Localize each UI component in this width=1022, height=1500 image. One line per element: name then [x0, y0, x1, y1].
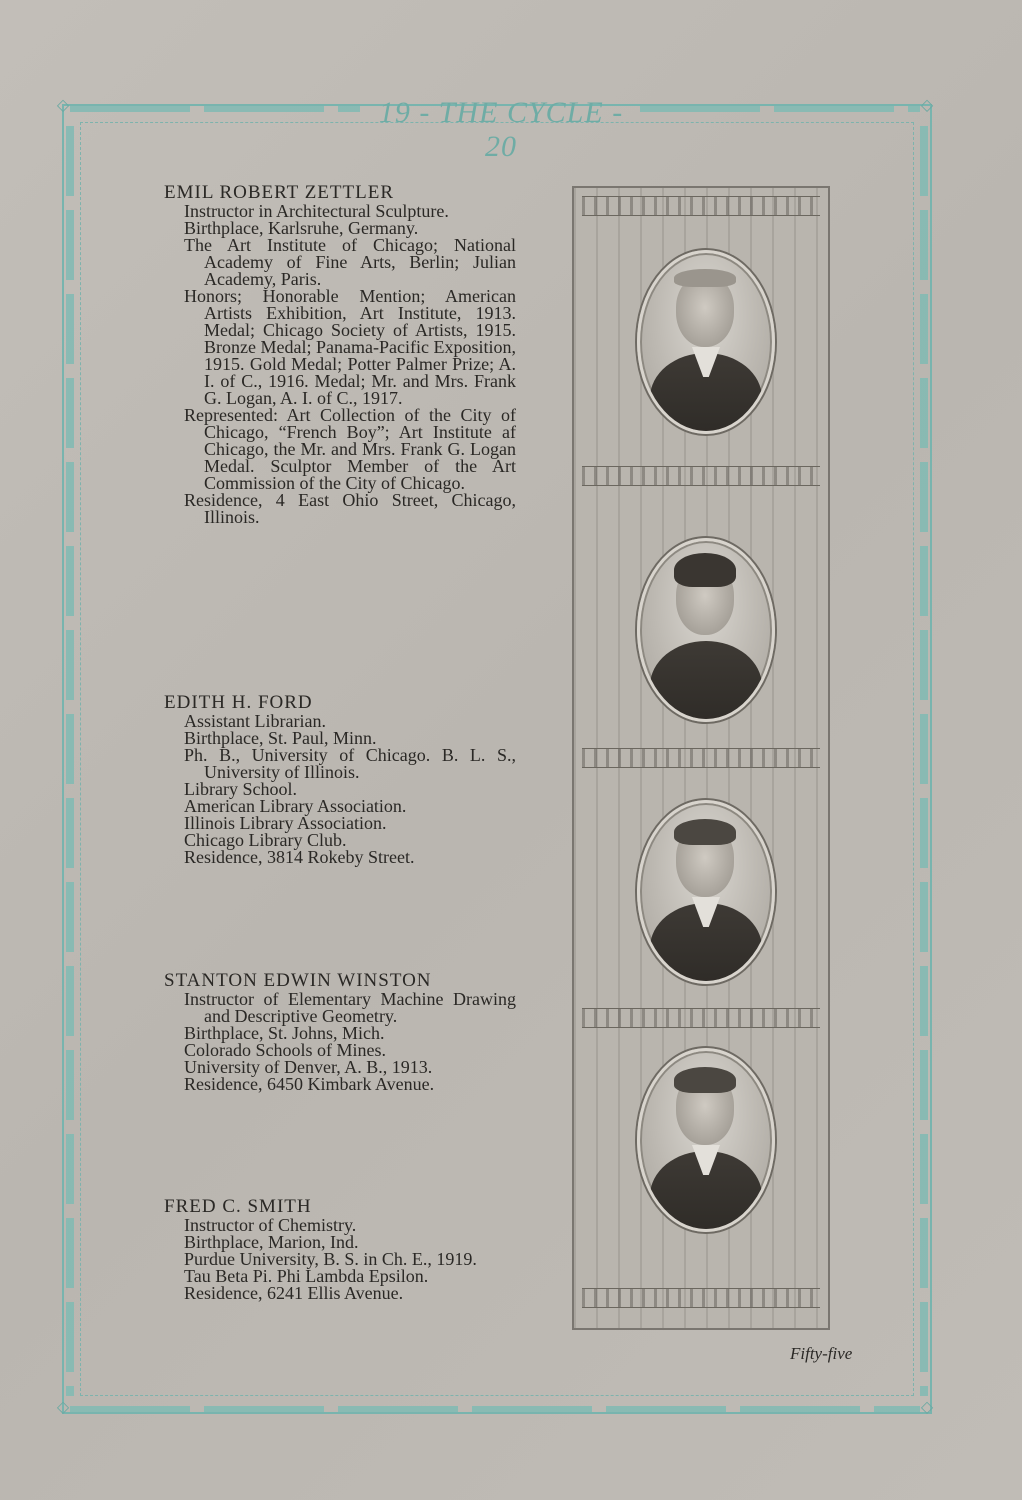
- entry-line: Birthplace, St. Paul, Minn.: [184, 728, 377, 748]
- entry-line: Residence, 6450 Kimbark Avenue.: [184, 1074, 435, 1094]
- entry-line: Honors; Honorable Mention; American Artists Exhibition, Art Institute, 1913. Medal; Chicago Society of Artists, 1915. Bronze Medal; Panama-Pacific Exposition, 1915. Gold Medal; Potter Palmer Prize; A. I. of C., 1916. Medal; Mr. and Mrs. Frank G. Logan, A. I. of C., 1917.: [184, 286, 516, 408]
- panel-ornament: [582, 466, 820, 486]
- right-border-ornament: [920, 126, 928, 1396]
- panel-ornament: [582, 1008, 820, 1028]
- portrait-photo: [637, 1048, 775, 1232]
- corner-diamond-icon: ◇: [56, 95, 70, 114]
- page-number: Fifty-five: [790, 1344, 853, 1363]
- entry-line: Purdue University, B. S. in Ch. E., 1919.: [184, 1249, 477, 1269]
- portrait-photo: [637, 250, 775, 434]
- entry-line: Birthplace, Marion, Ind.: [184, 1232, 359, 1252]
- faculty-name: EMIL ROBERT ZETTLER: [164, 182, 395, 203]
- faculty-name: FRED C. SMITH: [164, 1196, 312, 1217]
- entry-line: University of Denver, A. B., 1913.: [184, 1057, 433, 1077]
- entry-line: Instructor of Chemistry.: [184, 1215, 357, 1235]
- entry-line: Birthplace, Karlsruhe, Germany.: [184, 218, 419, 238]
- corner-diamond-icon: ◇: [920, 95, 934, 114]
- faculty-entry: [164, 1198, 516, 1302]
- corner-diamond-icon: ◇: [56, 1397, 70, 1416]
- portrait-photo: [637, 800, 775, 984]
- faculty-name: EDITH H. FORD: [164, 692, 313, 713]
- faculty-entry: [164, 972, 516, 1093]
- entry-line: Residence, 3814 Rokeby Street.: [184, 847, 415, 867]
- top-left-border-ornament: [70, 106, 360, 112]
- panel-ornament: [582, 1288, 820, 1308]
- entry-line: Illinois Library Association.: [184, 813, 387, 833]
- faculty-entry: [164, 184, 516, 526]
- entry-line: Residence, 6241 Ellis Avenue.: [184, 1283, 404, 1303]
- entry-line: Instructor in Architectural Sculpture.: [184, 201, 449, 221]
- entry-line: Residence, 4 East Ohio Street, Chicago, Illinois.: [184, 490, 516, 527]
- panel-ornament: [582, 196, 820, 216]
- entry-line: Colorado Schools of Mines.: [184, 1040, 386, 1060]
- top-right-border-ornament: [640, 106, 920, 112]
- faculty-entry: [164, 694, 516, 866]
- bottom-border-ornament: [70, 1406, 920, 1412]
- faculty-name: STANTON EDWIN WINSTON: [164, 970, 432, 991]
- corner-diamond-icon: ◇: [920, 1397, 934, 1416]
- entry-line: Birthplace, St. Johns, Mich.: [184, 1023, 385, 1043]
- entry-line: Assistant Librarian.: [184, 711, 326, 731]
- entry-line: Represented: Art Collection of the City of Chicago, “French Boy”; Art Institute af Chicago, the Mr. and Mrs. Frank G. Logan Medal. Sculptor Member of the Art Commission of the City of Chicago.: [184, 405, 516, 493]
- entry-line: The Art Institute of Chicago; National Academy of Fine Arts, Berlin; Julian Academy, Paris.: [184, 235, 516, 289]
- entry-line: Tau Beta Pi. Phi Lambda Epsilon.: [184, 1266, 429, 1286]
- panel-ornament: [582, 748, 820, 768]
- entry-line: Chicago Library Club.: [184, 830, 347, 850]
- page-header-title: 19 - THE CYCLE - 20: [378, 96, 624, 163]
- entry-line: Ph. B., University of Chicago. B. L. S., University of Illinois.: [184, 745, 516, 782]
- entry-line: American Library Association.: [184, 796, 407, 816]
- left-border-ornament: [66, 126, 74, 1396]
- entry-line: Instructor of Elementary Machine Drawing and Descriptive Geometry.: [184, 989, 516, 1026]
- portrait-photo: [637, 538, 775, 722]
- portrait-panel: [572, 186, 830, 1330]
- entry-line: Library School.: [184, 779, 297, 799]
